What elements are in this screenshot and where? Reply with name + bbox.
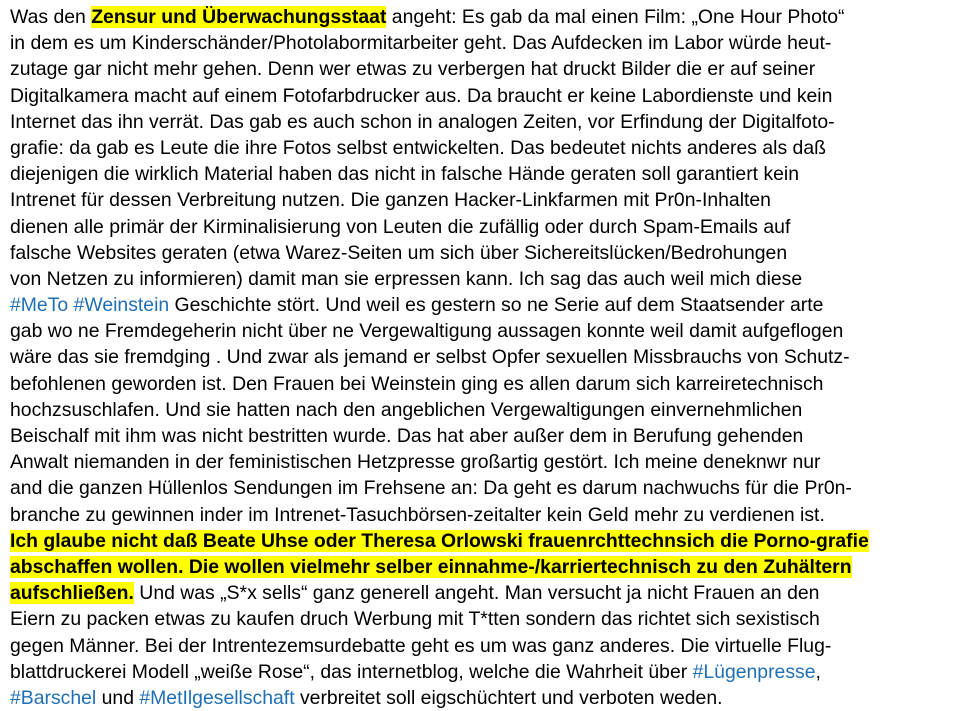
text-segment: verbreitet soll eigschüchtert und verboten weden. xyxy=(294,686,723,709)
text-line xyxy=(10,187,955,213)
text-segment: Intrenet für dessen Verbreitung nutzen. Die ganzen Hacker-Linkfarmen mit Pr0n-Inhalten xyxy=(10,189,771,212)
text-segment: Und was „S*x sells“ ganz generell angeht. Man versucht ja nicht Frauen an den xyxy=(133,582,820,605)
text-segment: Beischalf mit ihm was nicht bestritten wurde. Das hat aber außer dem in Berufung gehenden xyxy=(10,425,804,447)
text-segment: , xyxy=(815,660,821,683)
hashtag-link[interactable]: #MetIlgesellschaft xyxy=(139,686,295,709)
text-line xyxy=(10,475,955,501)
hashtag-link[interactable]: #MeTo xyxy=(10,294,69,317)
text-segment: branche zu gewinnen inder im Intrenet-Tasuchbörsen-zeitalter kein Geld mehr zu verdienen ist. xyxy=(10,503,825,526)
text-line xyxy=(10,161,955,187)
text-line xyxy=(10,83,955,109)
text-line xyxy=(10,371,955,397)
text-segment: Digitalkamera macht auf einem Fotofarbdrucker aus. Da braucht er keine Labordienste und kein xyxy=(10,84,833,107)
text-segment: dienen alle primär der Kirminalisierung von Leuten die zufällig oder durch Spam-Emails auf xyxy=(10,215,791,238)
text-segment: und xyxy=(96,686,140,709)
text-segment: von Netzen zu informieren) damit man sie erpressen kann. Ich sag das auch weil mich diese xyxy=(10,267,803,290)
text-segment: and die ganzen Hüllenlos Sendungen im Frehsene an: Da geht es darum nachwuchs für die Pr0n- xyxy=(10,477,852,500)
text-line xyxy=(10,109,955,135)
text-line xyxy=(10,135,955,161)
text-line xyxy=(10,318,955,344)
text-segment: Geschichte stört. Und weil es gestern so ne Serie auf dem Staatsender arte xyxy=(169,294,824,317)
text-segment: falsche Websites geraten (etwa Warez-Seiten um sich über Sichereitslücken/Bedrohungen xyxy=(10,241,788,264)
text-segment: Internet das ihn verrät. Das gab es auch schon in analogen Zeiten, vor Erfindung der Digitalfoto- xyxy=(10,110,835,133)
text-segment: befohlenen geworden ist. Den Frauen bei Weinstein ging es allen darum sich karreiretechnisch xyxy=(10,372,824,395)
text-line xyxy=(10,580,955,606)
text-segment: zutage gar nicht mehr gehen. Denn wer etwas zu verbergen hat druckt Bilder die er auf seiner xyxy=(10,58,816,81)
highlighted-phrase: abschaffen wollen. Die wollen vielmehr selber einnahme-/karriertechnisch zu den Zuhältern xyxy=(10,555,852,578)
text-segment: blattdruckerei Modell „weiße Rose“, das internetblog, welche die Wahrheit über xyxy=(10,660,693,683)
text-line xyxy=(10,397,955,423)
hashtag-link[interactable]: #Weinstein xyxy=(73,294,170,317)
text-line xyxy=(10,528,955,554)
hashtag-link[interactable]: #Barschel xyxy=(10,686,97,709)
text-segment: Anwalt niemanden in der feministischen Hetzpresse großartig gestört. Ich meine deneknwr nur xyxy=(10,451,821,474)
text-line xyxy=(10,56,955,82)
text-segment: angeht: Es gab da mal einen Film: „One Hour Photo“ xyxy=(386,6,845,28)
text-line xyxy=(10,502,955,528)
text-segment: wäre das sie fremdging . Und zwar als jemand er selbst Opfer sexuellen Missbrauchs von Schutz- xyxy=(10,346,850,369)
text-segment: Was den xyxy=(10,6,92,28)
text-segment: in dem es um Kinderschänder/Photolabormitarbeiter geht. Das Aufdecken im Labor würde heut- xyxy=(10,32,832,55)
text-segment: hochzsuschlafen. Und sie hatten nach den angeblichen Vergewaltigungen einvernehmlichen xyxy=(10,398,803,421)
text-line xyxy=(10,4,955,30)
text-line xyxy=(10,214,955,240)
text-line xyxy=(10,292,955,318)
highlighted-phrase: Zensur und Überwachungsstaat xyxy=(91,6,387,28)
text-line xyxy=(10,266,955,292)
text-line xyxy=(10,423,955,449)
text-line xyxy=(10,240,955,266)
document-body xyxy=(10,4,955,711)
text-line xyxy=(10,633,955,659)
text-line xyxy=(10,685,955,711)
highlighted-phrase: Ich glaube nicht daß Beate Uhse oder Theresa Orlowski frauenrchttechnsich die Porno-grafie xyxy=(10,529,869,552)
text-line xyxy=(10,449,955,475)
text-segment: diejenigen die wirklich Material haben das nicht in falsche Hände geraten soll garantiert kein xyxy=(10,163,800,186)
text-line xyxy=(10,606,955,632)
text-line xyxy=(10,30,955,56)
text-line xyxy=(10,344,955,370)
text-segment: grafie: da gab es Leute die ihre Fotos selbst entwickelten. Das bedeutet nichts anderes als daß xyxy=(10,136,826,159)
text-segment: gegen Männer. Bei der Intrentezemsurdebatte geht es um was ganz anderes. Die virtuelle Flug- xyxy=(10,634,832,657)
hashtag-link[interactable]: #Lügenpresse xyxy=(692,660,816,683)
text-segment: gab wo ne Fremdegeherin nicht über ne Vergewaltigung aussagen konnte weil damit aufgeflogen xyxy=(10,320,844,343)
text-segment: Eiern zu packen etwas zu kaufen druch Werbung mit T*tten sondern das richtet sich sexistisch xyxy=(10,608,820,631)
text-line xyxy=(10,554,955,580)
text-line xyxy=(10,659,955,685)
highlighted-phrase: aufschließen. xyxy=(10,582,134,605)
